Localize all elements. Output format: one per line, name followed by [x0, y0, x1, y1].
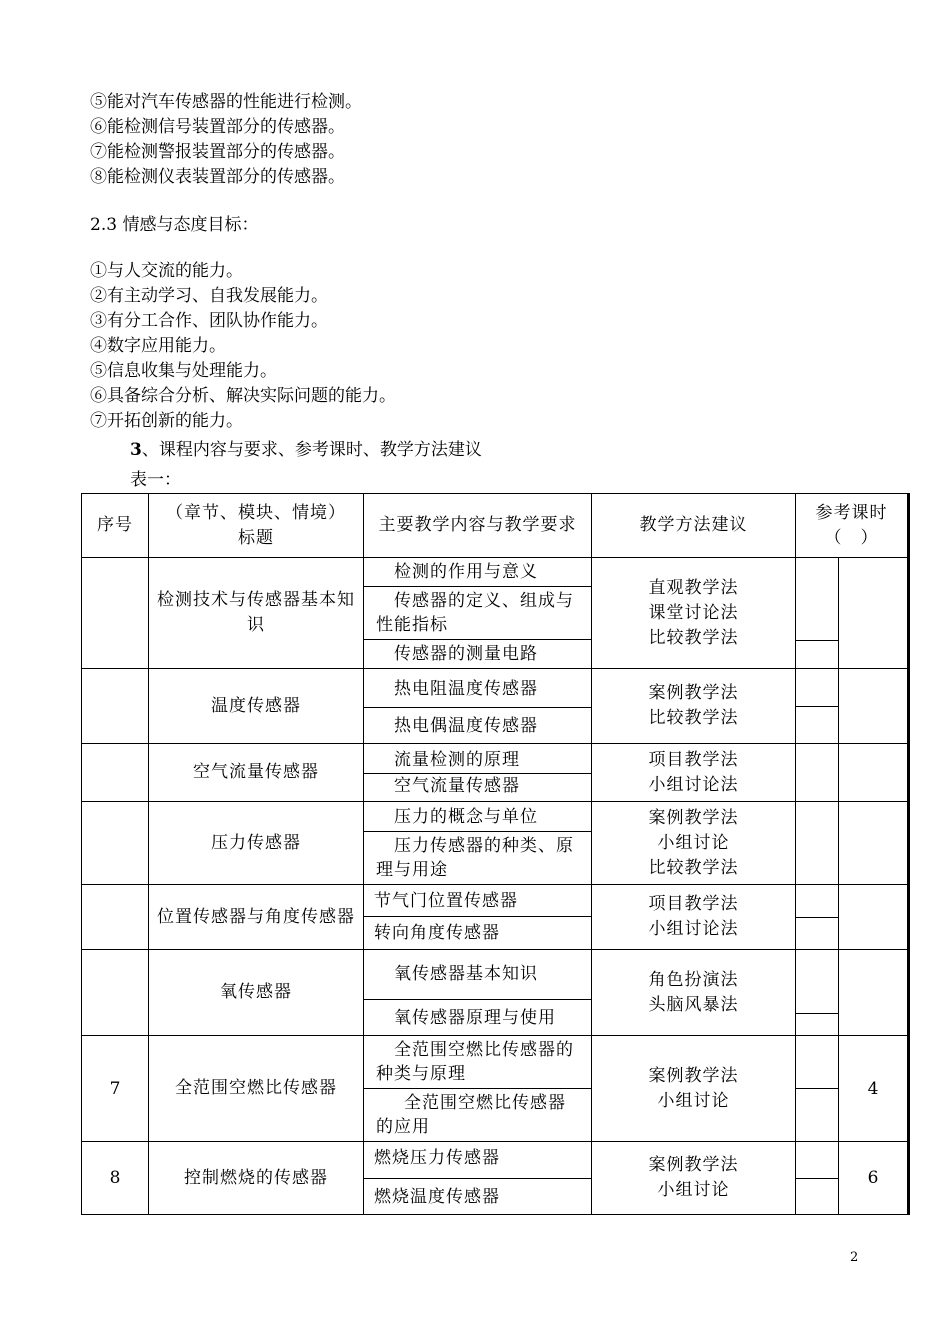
method-item: 比较教学法	[648, 708, 739, 728]
row-methods	[592, 1036, 796, 1142]
row-methods	[592, 669, 796, 744]
header-no: 序号	[82, 494, 149, 558]
content-item: 检测的作用与意义	[364, 558, 591, 587]
row-content	[364, 1036, 592, 1142]
row-no	[82, 885, 149, 950]
table-row	[82, 744, 909, 802]
method-item: 头脑风暴法	[648, 994, 739, 1015]
content-item: 热电偶温度传感器	[394, 715, 538, 736]
header-title-line1: （章节、模块、情境）	[166, 502, 346, 523]
row-hours	[796, 802, 909, 885]
row-content	[364, 950, 592, 1036]
method-item: 角色扮演法	[648, 969, 739, 990]
row-methods	[592, 950, 796, 1036]
hours-value	[839, 669, 907, 743]
row-title: 位置传感器与角度传感器	[149, 885, 364, 950]
content-item: 压力的概念与单位	[364, 805, 591, 832]
table-row	[82, 1036, 909, 1142]
attitude-line-4: ④数字应用能力。	[90, 336, 226, 356]
row-title: 检测技术与传感器基本知识	[149, 558, 364, 669]
row-no	[82, 669, 149, 744]
row-no	[82, 802, 149, 885]
method-item: 案例教学法	[648, 1065, 739, 1086]
content-item: 节气门位置传感器	[364, 888, 591, 917]
row-content	[364, 744, 592, 802]
row-no	[82, 950, 149, 1036]
table-row	[82, 950, 909, 1036]
row-hours	[796, 1036, 909, 1142]
method-item: 小组讨论法	[648, 919, 739, 939]
skill-line-5: ⑤能对汽车传感器的性能进行检测。	[90, 92, 362, 112]
hours-value	[839, 950, 907, 1035]
attitude-line-5: ⑤信息收集与处理能力。	[90, 361, 277, 381]
hours-value: 6	[867, 1168, 879, 1188]
section-heading	[130, 438, 482, 462]
row-hours	[796, 558, 909, 669]
row-title: 温度传感器	[149, 669, 364, 744]
row-content	[364, 669, 592, 744]
row-content	[364, 1142, 592, 1215]
row-methods	[592, 558, 796, 669]
skill-line-8: ⑧能检测仪表装置部分的传感器。	[90, 167, 345, 187]
method-item: 比较教学法	[648, 627, 739, 648]
header-hours	[796, 494, 909, 558]
table-row	[82, 802, 909, 885]
method-item: 课堂讨论法	[648, 602, 739, 623]
header-hours-line1: 参考课时	[815, 502, 888, 523]
table-row	[82, 669, 909, 744]
row-hours	[796, 1142, 909, 1215]
content-item: 全范围空燃比传感器的应用	[376, 1093, 566, 1137]
row-hours	[796, 950, 909, 1036]
content-item: 传感器的定义、组成与性能指标	[364, 587, 591, 640]
method-item: 直观教学法	[648, 577, 739, 598]
attitude-line-1: ①与人交流的能力。	[90, 261, 243, 281]
method-item: 小组讨论	[657, 832, 730, 853]
attitude-line-3: ③有分工合作、团队协作能力。	[90, 311, 328, 331]
method-item: 项目教学法	[648, 894, 739, 914]
attitude-line-7: ⑦开拓创新的能力。	[90, 411, 243, 431]
section-title: 、课程内容与要求、参考课时、教学方法建议	[141, 440, 482, 460]
row-methods	[592, 802, 796, 885]
content-item: 燃烧温度传感器	[374, 1187, 500, 1207]
content-item: 氧传感器基本知识	[364, 954, 591, 1000]
skill-line-7: ⑦能检测警报装置部分的传感器。	[90, 142, 345, 162]
row-methods	[592, 744, 796, 802]
row-title: 全范围空燃比传感器	[149, 1036, 364, 1142]
hours-value	[839, 802, 907, 884]
row-no	[82, 558, 149, 669]
table-header-row	[82, 494, 909, 558]
table-row	[82, 885, 909, 950]
method-item: 案例教学法	[648, 683, 739, 703]
row-hours	[796, 885, 909, 950]
header-method: 教学方法建议	[592, 494, 796, 558]
header-title-line2: 标题	[238, 527, 274, 548]
header-hours-line2: （ ）	[824, 527, 879, 548]
course-table	[81, 493, 910, 1215]
section-number: 3	[130, 440, 142, 460]
content-item: 热电阻温度传感器	[364, 673, 591, 708]
row-content	[364, 558, 592, 669]
page-number: 2	[850, 1250, 859, 1265]
attitude-line-2: ②有主动学习、自我发展能力。	[90, 286, 328, 306]
row-no: 8	[82, 1142, 149, 1215]
row-title: 空气流量传感器	[149, 744, 364, 802]
method-item: 项目教学法	[648, 749, 739, 770]
row-hours	[796, 744, 909, 802]
row-no: 7	[82, 1036, 149, 1142]
content-item: 压力传感器的种类、原理与用途	[376, 835, 574, 880]
table-row	[82, 1142, 909, 1215]
row-methods	[592, 885, 796, 950]
row-content	[364, 885, 592, 950]
method-item: 案例教学法	[648, 807, 739, 828]
content-item: 传感器的测量电路	[394, 644, 538, 664]
content-item: 燃烧压力传感器	[364, 1145, 591, 1179]
row-methods	[592, 1142, 796, 1215]
header-title	[149, 494, 364, 558]
content-item: 转向角度传感器	[374, 922, 500, 943]
row-title: 氧传感器	[149, 950, 364, 1036]
hours-value: 4	[867, 1078, 879, 1099]
row-title: 压力传感器	[149, 802, 364, 885]
content-item: 流量检测的原理	[364, 748, 591, 774]
hours-value	[839, 885, 907, 949]
content-item: 空气流量传感器	[394, 775, 520, 796]
content-item: 氧传感器原理与使用	[394, 1007, 556, 1028]
hours-value	[839, 744, 907, 801]
row-hours	[796, 669, 909, 744]
method-item: 案例教学法	[648, 1155, 739, 1175]
attitude-heading: 2.3 情感与态度目标：	[90, 215, 259, 235]
method-item: 小组讨论法	[648, 774, 739, 795]
table-row	[82, 558, 909, 669]
row-title: 控制燃烧的传感器	[149, 1142, 364, 1215]
content-item: 全范围空燃比传感器的种类与原理	[364, 1036, 591, 1089]
header-content: 主要教学内容与教学要求	[364, 494, 592, 558]
row-no	[82, 744, 149, 802]
row-content	[364, 802, 592, 885]
hours-value	[839, 558, 907, 668]
table-caption: 表一：	[130, 470, 181, 490]
method-item: 小组讨论	[657, 1090, 730, 1111]
method-item: 小组讨论	[657, 1180, 730, 1200]
skill-line-6: ⑥能检测信号装置部分的传感器。	[90, 117, 345, 137]
method-item: 比较教学法	[648, 857, 739, 878]
attitude-line-6: ⑥具备综合分析、解决实际问题的能力。	[90, 386, 396, 406]
